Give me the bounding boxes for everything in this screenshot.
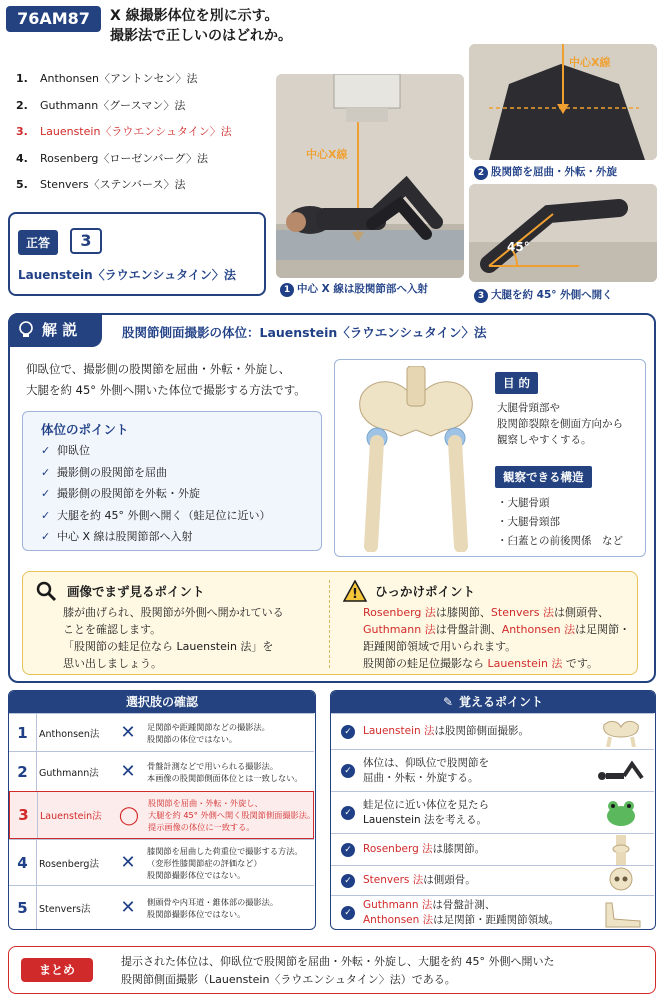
memory-row: ✓ Rosenberg 法は膝関節。: [331, 833, 654, 865]
check-icon: ✓: [41, 508, 51, 522]
table-row: 2 Guthmann法 ✕ 骨盤計測などで用いられる撮影法。 本画像の股関節側面体位とは一致しない。: [9, 751, 314, 791]
explanation-head-label: 解 説: [42, 321, 78, 339]
purpose-tag: 目 的: [495, 372, 538, 394]
question-line-2: 撮影法で正しいのはどれか。: [110, 28, 292, 44]
lightbulb-icon: [16, 320, 36, 340]
photo2-overlay-label: 中心X線: [569, 56, 611, 69]
photo-main-drawing: [276, 74, 464, 278]
summary-text: 提示された体位は、仰臥位で股関節を屈曲・外転・外旋し、大腿を約 45° 外側へ開いた 股関節側面撮影（Lauenstein〈ラウエンシュタイン〉法）である。: [121, 955, 555, 986]
firstlook-heading: 画像でまず見るポイント: [67, 584, 205, 599]
memory-heading: ✎ 覚えるポイント: [331, 691, 655, 713]
answer-label: 正答: [18, 230, 58, 255]
cross-icon: ✕: [120, 897, 136, 918]
photo1-caption: 1 中心 X 線は股関節部へ入射: [280, 281, 428, 297]
table-row-correct: 3 Lauenstein法 ◯ 股関節を屈曲・外転・外旋し、 大腿を約 45° 外側へ開く股関節側面撮影法。 提示画像の体位に一致する。: [9, 791, 314, 839]
explanation-panel: [8, 313, 656, 683]
question-line-1: X 線撮影体位を別に示す。: [110, 8, 279, 24]
points-heading: 体位のポイント: [41, 422, 129, 437]
cross-icon: ✕: [120, 852, 136, 873]
warning-icon: [343, 580, 367, 602]
table-heading: 選択肢の確認: [9, 691, 315, 713]
option-4[interactable]: 4. Rosenberg〈ローゼンバーグ〉法: [16, 151, 208, 165]
firstlook-trap-box: [22, 571, 638, 675]
check-icon: ✓: [341, 764, 355, 778]
photo1-overlay-label: 中心X線: [306, 148, 348, 161]
table-row: 1 Anthonsen法 ✕ 足関節や距踵関節などの撮影法。 股関節の体位ではない。: [9, 713, 314, 751]
pelvis-icon: [596, 717, 646, 747]
memory-row: ✓ Lauenstein 法は股関節側面撮影。: [331, 713, 654, 749]
skull-icon: [596, 866, 646, 896]
frog-icon: [596, 798, 646, 828]
check-icon: ✓: [41, 487, 51, 500]
photo3-angle-label: 45°: [507, 240, 530, 254]
divider: [329, 580, 330, 668]
photo3-caption: 3 大腿を約 45° 外側へ開く: [474, 287, 613, 303]
check-icon: ✓: [41, 530, 51, 543]
memory-row: ✓ 体位は、仰臥位で股関節を 屈曲・外転・外旋する。: [331, 749, 654, 791]
cross-icon: ✕: [120, 761, 136, 782]
option-3[interactable]: 3. Lauenstein〈ラウエンシュタイン〉法: [16, 125, 232, 138]
question-text: [110, 6, 350, 46]
foot-icon: [596, 899, 646, 929]
options-list: [16, 66, 276, 199]
structures-list: ・大腿骨頭 ・大腿骨頸部 ・臼蓋との前後関係 など: [497, 497, 623, 547]
explanation-header: [8, 313, 102, 347]
check-icon: ✓: [41, 444, 51, 457]
check-icon: ✓: [341, 874, 355, 888]
intro-line-2: 大腿を約 45° 外側へ開いた体位で撮影する方法です。: [26, 383, 306, 397]
check-icon: ✓: [341, 806, 355, 820]
options-check-table: [8, 690, 316, 930]
point-item: ✓ 撮影側の股関節を屈曲: [41, 462, 321, 484]
trap-text: Rosenberg 法は膝関節、Stenvers 法は側頭骨、 Guthmann 法は骨盤計測、Anthonsen 法は足関節・ 距踵関節領域で用いられます。 股関節の蛙足位撮影なら Lauenstein 法 です。: [363, 606, 631, 670]
question-id: 76AM87: [6, 6, 101, 32]
explanation-title: 股関節側面撮影の体位：Lauenstein〈ラウエンシュタイン〉法: [122, 325, 487, 340]
memory-points-panel: [330, 690, 656, 930]
structures-tag: 観察できる構造: [495, 466, 592, 488]
option-5[interactable]: 5. Stenvers〈ステンバース〉法: [16, 178, 186, 191]
points-list: [41, 440, 321, 548]
magnifier-icon: [35, 580, 57, 602]
photo-thigh-angle: [469, 184, 657, 282]
check-icon: ✓: [41, 465, 51, 479]
table-row: 5 Stenvers法 ✕ 側頭骨や内耳道・錐体部の撮影法。 股関節撮影体位ではない。: [9, 885, 314, 929]
check-icon: ✓: [341, 725, 355, 739]
photo-hip-flexion: [469, 44, 657, 160]
check-icon: ✓: [341, 906, 355, 920]
summary-tag: まとめ: [21, 958, 93, 982]
point-item: ✓ 仰臥位: [41, 440, 321, 462]
memory-row: ✓ Guthmann 法は骨盤計測、 Anthonsen 法は足関節・距踵関節領域。: [331, 895, 654, 929]
knee-icon: [596, 835, 646, 865]
intro-line-1: 仰臥位で、撮影側の股関節を屈曲・外転・外旋し、: [26, 362, 291, 376]
photo2-caption: 2 股関節を屈曲・外転・外旋: [474, 164, 617, 180]
answer-name: Lauenstein〈ラウエンシュタイン〉法: [18, 268, 236, 282]
bookmark-icon: ✎: [442, 695, 454, 709]
point-item: ✓ 中心 X 線は股関節部へ入射: [41, 526, 321, 548]
firstlook-text: 膝が曲げられ、股関節が外側へ開かれている ことを確認します。 「股関節の蛙足位なら Lauenstein 法」を 思い出しましょう。: [63, 606, 284, 670]
photo-hip-drawing: [469, 44, 657, 160]
option-1[interactable]: 1. Anthonsen〈アントンセン〉法: [16, 72, 198, 85]
answer-box: [8, 212, 266, 296]
svg-text:!: !: [352, 587, 358, 602]
check-icon: ✓: [341, 843, 355, 857]
supine-person-icon: [596, 756, 646, 786]
anatomy-panel: [334, 359, 646, 557]
answer-number: 3: [70, 228, 102, 254]
point-item: ✓ 撮影側の股関節を外転・外旋: [41, 483, 321, 505]
point-item: ✓ 大腿を約 45° 外側へ開く（蛙足位に近い）: [41, 505, 321, 527]
purpose-text: 大腿骨頸部や 股関節裂隙を側面方向から 観察しやすくする。: [497, 402, 623, 446]
circle-icon: ◯: [118, 804, 140, 826]
summary-box: [8, 946, 656, 994]
pelvis-femur-illustration: [341, 366, 491, 552]
photo-thigh-drawing: [469, 184, 657, 282]
explanation-intro: [26, 359, 336, 401]
memory-row: ✓ 蛙足位に近い体位を見たら Lauenstein 法を考える。: [331, 791, 654, 833]
cross-icon: ✕: [120, 722, 136, 743]
memory-row: ✓ Stenvers 法は側頭骨。: [331, 865, 654, 895]
table-row: 4 Rosenberg法 ✕ 膝関節を屈曲した荷重位で撮影する方法。 （変形性膝関節症の評価など） 股関節撮影体位ではない。: [9, 839, 314, 885]
positioning-points-box: [22, 411, 322, 551]
option-2[interactable]: 2. Guthmann〈グースマン〉法: [16, 98, 186, 112]
trap-heading: ひっかけポイント: [375, 584, 476, 599]
photo-positioning-main: [276, 74, 464, 278]
